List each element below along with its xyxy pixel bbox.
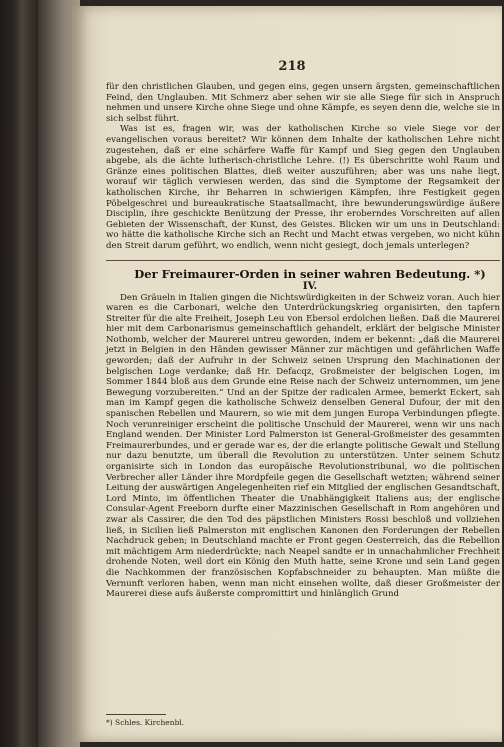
paragraph-main: Den Gräueln in Italien gingen die Nichtswürdigkeiten in der Schweiz voran. Auch hier waren es die Carbonari, welche den Unterdrückungskrieg organisirten, den tapfern Streiter für die alte Freiheit, Joseph Leu von Ebersol erdolchen ließen. Daß die Maurerei hier mit dem Carbonarismus gemeinschaftlich gehandelt, erklärt der belgische Minister Nothomb, welcher der Maurerei untreu geworden, indem er bekennt: „daß die Maurerei jetzt in Belgien in den Händen gewisser Männer zur mächtigen und gefährlichen Waffe geworden; daß der Aufruhr in der Schweiz seinen Ursprung den Machinationen der belgischen Loge verdanke; daß Hr. Defacqz, Großmeister der belgischen Logen, im Sommer 1844 bloß aus dem Grunde eine Reise nach der Schweiz unternommen, um jene Bewegung vorzubereiten.“ Und an der Spitze der radicalen Armee, bemerkt Eckert, sah man im Kampf gegen die katholische Schweiz denselben General Dufour, der mit den spanischen Rebellen und Maurern, so wie mit dem jungen Europa Verbindungen pflegte. Noch verunreiniger erscheint die politische Unschuld der Maurerei, wenn wir uns nach England wenden. Der Minister Lord Palmerston ist General-Großmeister des gesammten Freimaurerbundes, und er gerade war es, der die erlangte politische Gewalt und Stellung nur dazu benutzte, um überall die Revolution zu unterstützen. Unter seinem Schutz organisirte sich in London das europäische Revolutionstribunal, wo die politischen Verbrecher aller Länder ihre Mordpfeile gegen die Gesellschaft wetzten; während seiner Leitung der auswärtigen Angelegenheiten rief ein Mitglied der englischen Gesandtschaft, Lord Minto, im öffentlichen Theater die Unabhängigkeit Italiens aus; der englische Consular-Agent Freeborn durfte einer Mazzinischen Gesellschaft in Rom angehören und zwar als Cassirer, die den Tod des päpstlichen Ministers Rossi beschloß und vollziehen ließ, in Sicilien ließ Palmerston mit englischen Kanonen den Forderungen der Rebellen Nachdruck geben; in Deutschland machte er Front gegen Oesterreich, das die Rebellion mit mächtigem Arm niederdrückte; nach Neapel sandte er in unnachahmlicher Frechheit drohende Noten, weil dort ein König den Muth hatte, seine Krone und sein Land gegen die Nachkommen der französischen Kopfabschneider zu behaupten. Man müßte die Vernunft verloren haben, wenn man nicht einsehen wollte, daß dieser Großmeister der Maurerei diese aufs äußerste compromittirt und hinlänglich Grund (106, 292, 500, 600)
book-page (72, 6, 502, 742)
section-number: IV. (302, 280, 318, 292)
section-divider (106, 260, 500, 261)
section-heading: Der Freimaurer-Orden in seiner wahren Bedeutung. *) (134, 266, 486, 281)
page-text (106, 82, 500, 600)
paragraph-top-2: Was ist es, fragen wir, was der katholischen Kirche so viele Siege vor der evangelischen voraus bereitet? Wir können dem Inhalte der katholischen Lehre nicht zugestehen, daß er eine schärfere Waffe für Kampf und Sieg gegen den Unglauben abgebe, als die ächte lutherisch-christliche Lehre. (!) Es überschritte wohl Raum und Gränze eines politischen Blattes, dieß weiter auszuführen; aber was uns nahe liegt, worauf wir täglich verwiesen werden, das sind die Symptome der Regsamkeit der katholischen Kirche, ihr Beharren in schwierigen Kämpfen, ihre Festigkeit gegen Pöbelgeschrei und bureaukratische Staatsallmacht, ihre bewunderungswürdige äußere Disciplin, ihre geschickte Benützung der Presse, ihr eroberndes Vorschreiten auf allen Gebieten der Wissenschaft, der Kunst, des Geistes. Blicken wir um uns in Deutschland: wo hätte die katholische Kirche sich an Recht und Macht etwas vergeben, wo nicht kühn den Streit darum geführt, wo endlich, wenn nicht gesiegt, doch jemals unterlegen? (106, 124, 500, 251)
footnote: *) Schles. Kirchenbl. (106, 718, 185, 727)
footnote-rule (106, 714, 166, 715)
paragraph-top-1: für den christlichen Glauben, und gegen eins, gegen unsern ärgsten, gemeinschaftlichen Feind, den Unglauben. Mit Schmerz aber sehen wir sie alle Siege für sich in Anspruch nehmen und unsere Kirche ohne Siege und ohne Kämpfe, es seyen denn die, welche sie in sich selbst führt. (106, 82, 501, 124)
page-number: 218 (278, 59, 306, 74)
